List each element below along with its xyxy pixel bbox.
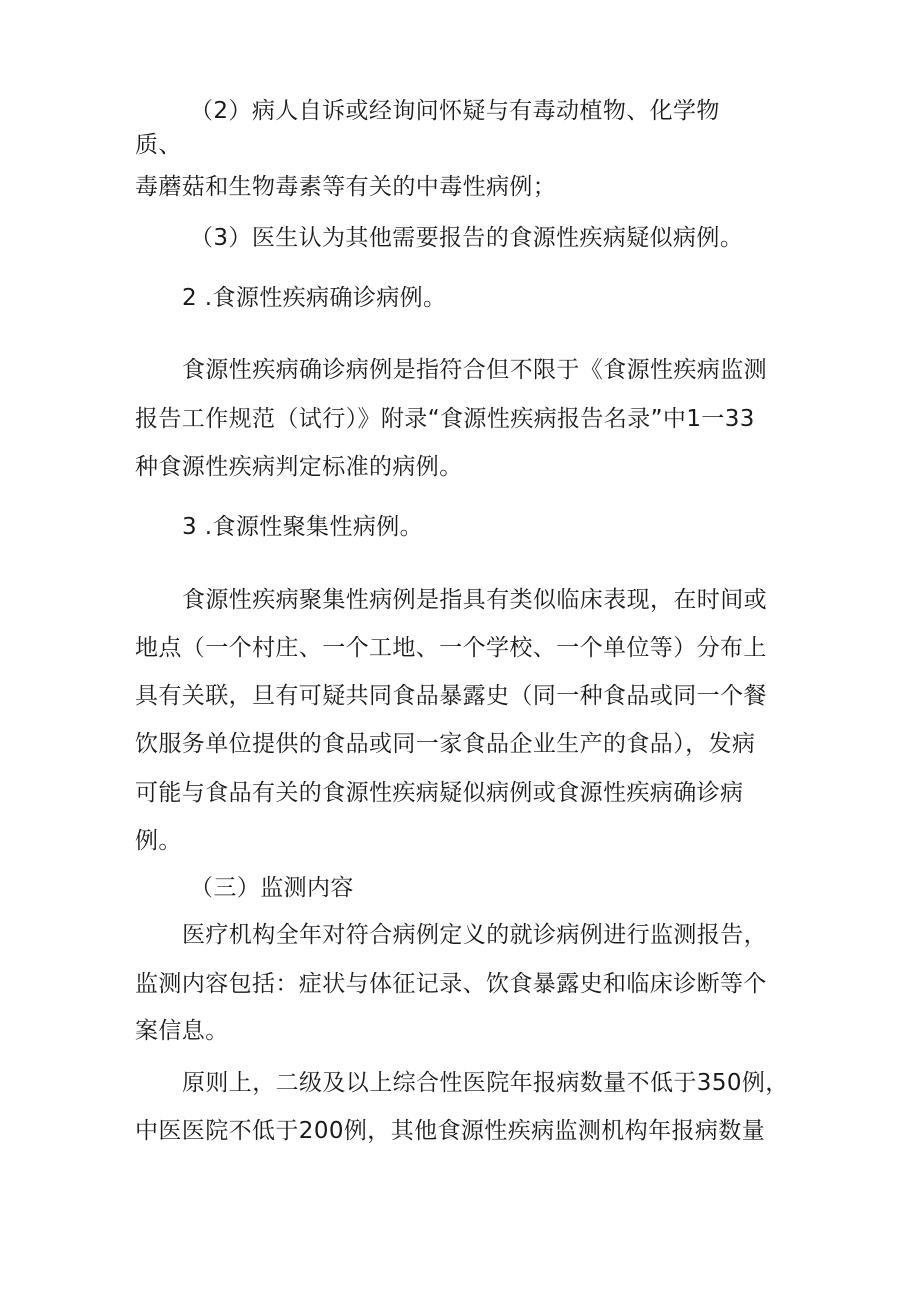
text-line: 中医医院不低于200例，其他食源性疾病监测机构年报病数量 (135, 1118, 766, 1144)
text-line: 毒蘑菇和生物毒素等有关的中毒性病例； (135, 174, 557, 200)
text-line: 食源性疾病确诊病例是指符合但不限于《食源性疾病监测 (182, 357, 767, 383)
text-line: 原则上，二级及以上综合性医院年报病数量不低于350例， (182, 1070, 789, 1096)
text-line: 监测内容包括：症状与体征记录、饮食暴露史和临床诊断等个 (135, 971, 767, 997)
section-heading: 2 .食源性疾病确诊病例。 (182, 285, 447, 311)
text-line: 医疗机构全年对符合病例定义的就诊病例进行监测报告， (182, 922, 767, 948)
section-heading: （三）监测内容 (190, 875, 354, 901)
text-line: 地点（一个村庄、一个工地、一个学校、一个单位等）分布上 (135, 635, 767, 661)
text-line: 饮服务单位提供的食品或同一家食品企业生产的食品），发病 (135, 731, 756, 757)
section-heading: 3 .食源性聚集性病例。 (182, 514, 424, 540)
text-line: 报告工作规范（试行）》附录“食源性疾病报告名录”中1一33 (135, 406, 755, 432)
text-line: 种食源性疾病判定标准的病例。 (135, 454, 463, 480)
text-line: 食源性疾病聚集性病例是指具有类似临床表现，在时间或 (182, 587, 767, 613)
text-line: 可能与食品有关的食源性疾病疑似病例或食源性疾病确诊病 (135, 780, 744, 806)
text-line: 例。 (135, 828, 182, 854)
text-line: 质、 (135, 132, 182, 158)
text-line: （3）医生认为其他需要报告的食源性疾病疑似病例。 (190, 225, 744, 251)
text-line: （2）病人自诉或经询问怀疑与有毒动植物、化学物 (190, 98, 720, 124)
text-line: 案信息。 (135, 1018, 229, 1044)
text-line: 具有关联，旦有可疑共同食品暴露史（同一种食品或同一个餐 (135, 683, 767, 709)
